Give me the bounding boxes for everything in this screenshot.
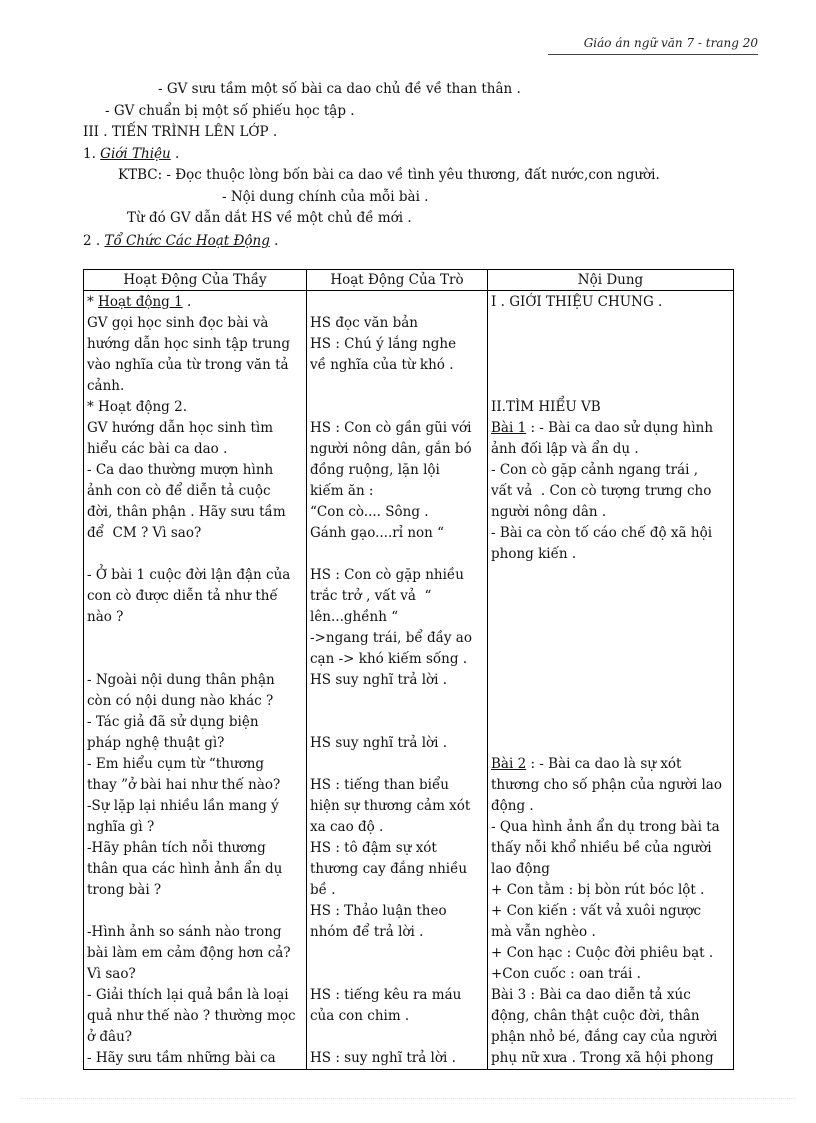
content-line-text: mà vẫn nghèo .: [491, 924, 596, 940]
teacher-line: [87, 355, 303, 376]
content-line: [491, 670, 730, 691]
student-line: [310, 628, 484, 649]
teacher-line: [87, 313, 303, 334]
student-line: [310, 523, 484, 544]
teacher-line-text: vào nghĩa của từ trong văn tả: [87, 357, 289, 373]
intro-content-line: - Nội dung chính của mỗi bài .: [222, 189, 429, 205]
content-line-text: vất vả . Con cò tượng trưng cho: [491, 483, 712, 499]
student-line-text: hiện sự thương cảm xót: [310, 798, 471, 814]
content-line: [491, 649, 730, 670]
content-line: [491, 817, 730, 838]
student-line-text: về nghĩa của từ khó .: [310, 357, 454, 373]
content-line-text: +Con cuốc : oan trái .: [491, 966, 641, 982]
student-line: [310, 460, 484, 481]
content-line-text: - Qua hình ảnh ẩn dụ trong bài ta: [491, 819, 720, 835]
content-line-text: động, chân thật cuộc đời, thân: [491, 1008, 700, 1024]
teacher-line-text: để CM ? Vì sao?: [87, 525, 202, 541]
content-line: [491, 859, 730, 880]
student-line-text: HS : tiếng than biểu: [310, 777, 449, 793]
teacher-line: [87, 712, 303, 733]
content-line-text: phụ nữ xưa . Trong xã hội phong: [491, 1050, 714, 1066]
student-line: [310, 670, 484, 691]
table-row: [84, 291, 734, 1070]
teacher-line-text: GV gọi học sinh đọc bài và: [87, 315, 269, 331]
teacher-line: [87, 481, 303, 502]
student-line-text: Gánh gạo....rỉ non “: [310, 525, 445, 541]
teacher-line: [87, 292, 303, 313]
ktbc-line: KTBC: - Đọc thuộc lòng bốn bài ca dao về tình yêu thương, đất nước,con người.: [118, 167, 660, 183]
teacher-line: [87, 796, 303, 817]
teacher-line-text: hướng dẫn học sinh tập trung: [87, 336, 290, 352]
student-line-text: bề .: [310, 882, 336, 898]
student-line: [310, 1048, 484, 1069]
student-line-text: HS : tiếng kêu ra máu: [310, 987, 462, 1003]
content-line: [491, 838, 730, 859]
teacher-line: [87, 775, 303, 796]
teacher-line-text: - Em hiểu cụm từ “thương: [87, 756, 265, 772]
student-column: [307, 291, 488, 1070]
content-line-text: + Con kiến : vất vả xuôi ngược: [491, 903, 702, 919]
prep-line-1: - GV sưu tầm một số bài ca dao chủ đề về than thân .: [158, 81, 521, 97]
teacher-line-text: - Tác giả đã sử dụng biện: [87, 714, 259, 730]
content-line-text: - Bài ca còn tố cáo chế độ xã hội: [491, 525, 713, 541]
student-line: [310, 1006, 484, 1027]
student-line: [310, 712, 484, 733]
teacher-line-text: - Ngoài nội dung thân phận: [87, 672, 275, 688]
student-line-text: kiếm ăn :: [310, 483, 374, 499]
student-line: [310, 1027, 484, 1048]
content-line: [491, 943, 730, 964]
teacher-line-tail: .: [182, 294, 192, 310]
header-student: Hoạt Động Của Trò: [307, 270, 488, 291]
student-line-text: HS : tô đậm sự xót: [310, 840, 437, 856]
page-header: Giáo án ngữ văn 7 - trang 20: [583, 36, 758, 50]
student-line: [310, 649, 484, 670]
student-line: [310, 481, 484, 502]
teacher-line: [87, 607, 303, 628]
teacher-line-text: nào ?: [87, 609, 124, 625]
content-line: [491, 481, 730, 502]
content-line: [491, 565, 730, 586]
student-line: [310, 376, 484, 397]
teacher-line-text: * Hoạt động 2.: [87, 399, 187, 415]
header-rule: [548, 54, 758, 55]
student-line-text: HS : Chú ý lắng nghe: [310, 336, 457, 352]
student-line: [310, 859, 484, 880]
student-line-text: HS : Con cò gặp nhiều: [310, 567, 464, 583]
content-line-text: thấy nỗi khổ nhiều bề của người: [491, 840, 712, 856]
student-line: [310, 313, 484, 334]
content-line: [491, 1027, 730, 1048]
content-line: [491, 733, 730, 754]
student-line: [310, 838, 484, 859]
content-line: [491, 691, 730, 712]
content-line-text: + Con tằm : bị bòn rút bóc lột .: [491, 882, 705, 898]
student-line: [310, 901, 484, 922]
content-line-text: lao động: [491, 861, 550, 877]
teacher-line: [87, 943, 303, 964]
teacher-line-text: con cò được diễn tả như thế: [87, 588, 278, 604]
teacher-line-text: pháp nghệ thuật gì?: [87, 735, 225, 751]
content-line: [491, 1048, 730, 1069]
content-line: [491, 607, 730, 628]
intro-title: Giới Thiệu: [100, 146, 171, 162]
teacher-line-text: - Giải thích lại quả bần là loại: [87, 987, 289, 1003]
content-line-tail: : - Bài ca dao sử dụng hình: [526, 420, 714, 436]
teacher-line-text: -Hình ảnh so sánh nào trong: [87, 924, 282, 940]
content-line: [491, 796, 730, 817]
student-line: [310, 985, 484, 1006]
teacher-line: [87, 754, 303, 775]
student-line: [310, 565, 484, 586]
organize-suffix: .: [269, 233, 279, 249]
content-line: [491, 628, 730, 649]
teacher-line-text: ảnh con cò để diễn tả cuộc: [87, 483, 271, 499]
content-line: [491, 775, 730, 796]
content-line: [491, 460, 730, 481]
organize-heading: [83, 232, 278, 250]
teacher-line-text: bài làm em cảm động hơn cả?: [87, 945, 291, 961]
student-line: [310, 418, 484, 439]
student-line-text: ->ngang trái, bể đầy ao: [310, 630, 472, 646]
content-line: [491, 334, 730, 355]
teacher-line: [87, 418, 303, 439]
organize-num: 2 .: [83, 233, 105, 249]
teacher-line-text: -Sự lặp lại nhiều lần mang ý: [87, 798, 279, 814]
content-line: [491, 922, 730, 943]
content-line: [491, 544, 730, 565]
teacher-line: [87, 880, 303, 901]
student-line: [310, 292, 484, 313]
teacher-line-text: - Hãy sưu tầm những bài ca: [87, 1050, 276, 1066]
teacher-line: [87, 1027, 303, 1048]
content-line-text: - Con cò gặp cảnh ngang trái ,: [491, 462, 699, 478]
content-line: [491, 754, 730, 775]
teacher-line: [87, 691, 303, 712]
content-line-underlined: Bài 1: [491, 420, 527, 436]
content-line-text: + Con hạc : Cuộc đời phiêu bạt .: [491, 945, 714, 961]
student-line: [310, 355, 484, 376]
teacher-line: [87, 1048, 303, 1069]
teacher-line-text: thân qua các hình ảnh ẩn dụ: [87, 861, 283, 877]
content-line: [491, 502, 730, 523]
content-column: [488, 291, 734, 1070]
content-line-text: phong kiến .: [491, 546, 577, 562]
student-line: [310, 397, 484, 418]
student-line-text: nhóm để trả lời .: [310, 924, 424, 940]
teacher-line-text: -Hãy phân tích nỗi thương: [87, 840, 266, 856]
page-bottom-rule: [20, 1098, 796, 1099]
content-line-underlined: Bài 2: [491, 756, 527, 772]
content-line-text: I . GIỚI THIỆU CHUNG .: [491, 294, 663, 310]
content-line: [491, 1006, 730, 1027]
content-line-text: ảnh đối lập và ẩn dụ .: [491, 441, 639, 457]
teacher-line-underlined: Hoạt động 1: [98, 294, 183, 310]
teacher-line-text: GV hướng dẫn học sinh tìm: [87, 420, 274, 436]
student-line-text: HS đọc văn bản: [310, 315, 418, 331]
teacher-line-text: trong bài ?: [87, 882, 162, 898]
content-line: [491, 292, 730, 313]
content-line: [491, 901, 730, 922]
teacher-line-text: đời, thân phận . Hãy sưu tầm: [87, 504, 286, 520]
teacher-line: [87, 439, 303, 460]
teacher-line: [87, 964, 303, 985]
content-line: [491, 880, 730, 901]
teacher-line: [87, 586, 303, 607]
intro-heading: [83, 145, 179, 163]
content-line-text: người nông dân .: [491, 504, 607, 520]
content-line-tail: : - Bài ca dao là sự xót: [526, 756, 682, 772]
content-line-text: Bài 3 : Bài ca dao diễn tả xúc: [491, 987, 691, 1003]
student-line: [310, 586, 484, 607]
content-line: [491, 439, 730, 460]
intro-num: 1.: [83, 146, 101, 162]
student-line-text: thương cay đắng nhiều: [310, 861, 468, 877]
student-line-text: cạn -> khó kiếm sống .: [310, 651, 468, 667]
content-line: [491, 397, 730, 418]
content-line: [491, 586, 730, 607]
student-line: [310, 754, 484, 775]
header-content: Nội Dung: [488, 270, 734, 291]
student-line-text: HS : suy nghĩ trả lời .: [310, 1050, 456, 1066]
teacher-line: [87, 733, 303, 754]
student-line-text: đồng ruộng, lặn lội: [310, 462, 440, 478]
teacher-line: [87, 376, 303, 397]
teacher-line-text: còn có nội dung nào khác ?: [87, 693, 274, 709]
student-line-text: của con chim .: [310, 1008, 410, 1024]
teacher-line-text: nghĩa gì ?: [87, 819, 155, 835]
intro-suffix: .: [170, 146, 180, 162]
student-line: [310, 607, 484, 628]
content-line: [491, 712, 730, 733]
teacher-line-text: - Ca dao thường mượn hình: [87, 462, 274, 478]
teacher-line: [87, 649, 303, 670]
teacher-line: [87, 985, 303, 1006]
student-line-text: lên...ghềnh “: [310, 609, 399, 625]
student-line-text: trắc trở , vất vả “: [310, 588, 432, 604]
teacher-line: [87, 670, 303, 691]
prep-line-2: - GV chuẩn bị một số phiếu học tập .: [105, 103, 355, 119]
student-line: [310, 817, 484, 838]
student-line: [310, 796, 484, 817]
teacher-line: [87, 922, 303, 943]
student-line: [310, 544, 484, 565]
content-line-text: động .: [491, 798, 534, 814]
teacher-line-text: thay ”ở bài hai như thế nào?: [87, 777, 281, 793]
student-line: [310, 943, 484, 964]
teacher-line-text: quả như thế nào ? thường mọc: [87, 1008, 296, 1024]
student-line-text: “Con cò.... Sông .: [310, 504, 429, 520]
content-line-text: phận nhỏ bé, đắng cay của người: [491, 1029, 718, 1045]
content-line: [491, 964, 730, 985]
teacher-line: [87, 817, 303, 838]
organize-title: Tổ Chức Các Hoạt Động: [104, 233, 270, 249]
teacher-line: [87, 628, 303, 649]
content-line: [491, 985, 730, 1006]
teacher-line-text: cảnh.: [87, 378, 125, 394]
teacher-line-text: hiểu các bài ca dao .: [87, 441, 228, 457]
student-line: [310, 502, 484, 523]
student-line-text: HS : Thảo luận theo: [310, 903, 447, 919]
teacher-line: [87, 565, 303, 586]
student-line-text: người nông dân, gắn bó: [310, 441, 472, 457]
student-line: [310, 775, 484, 796]
section-title: III . TIẾN TRÌNH LÊN LỚP .: [83, 124, 278, 140]
teacher-line-text: ở đâu?: [87, 1029, 133, 1045]
student-line-text: HS suy nghĩ trả lời .: [310, 735, 448, 751]
student-line-text: HS suy nghĩ trả lời .: [310, 672, 448, 688]
activity-table: [83, 269, 734, 1070]
student-line: [310, 334, 484, 355]
teacher-line-text: *: [87, 294, 99, 310]
student-line: [310, 922, 484, 943]
teacher-line-text: Vì sao?: [87, 966, 136, 982]
content-line-text: II.TÌM HIỂU VB: [491, 399, 601, 415]
teacher-line: [87, 838, 303, 859]
teacher-line: [87, 901, 303, 922]
content-line: [491, 376, 730, 397]
teacher-line: [87, 523, 303, 544]
teacher-line: [87, 397, 303, 418]
student-line-text: xa cao độ .: [310, 819, 384, 835]
student-line: [310, 880, 484, 901]
content-line: [491, 313, 730, 334]
teacher-line: [87, 544, 303, 565]
student-line: [310, 691, 484, 712]
header-teacher: Hoạt Động Của Thầy: [84, 270, 307, 291]
student-line: [310, 439, 484, 460]
student-line-text: HS : Con cò gần gũi với: [310, 420, 472, 436]
intro-lead-line: Từ đó GV dẫn dắt HS về một chủ đề mới .: [127, 210, 412, 226]
content-line-text: thương cho số phận của người lao: [491, 777, 722, 793]
student-line: [310, 733, 484, 754]
table-header-row: [84, 270, 734, 291]
teacher-line: [87, 334, 303, 355]
teacher-line-text: - Ở bài 1 cuộc đời lận đận của: [87, 567, 291, 583]
teacher-line: [87, 1006, 303, 1027]
content-line: [491, 523, 730, 544]
student-line: [310, 964, 484, 985]
teacher-line: [87, 502, 303, 523]
content-line: [491, 355, 730, 376]
teacher-column: [84, 291, 307, 1070]
teacher-line: [87, 859, 303, 880]
content-line: [491, 418, 730, 439]
teacher-line: [87, 460, 303, 481]
